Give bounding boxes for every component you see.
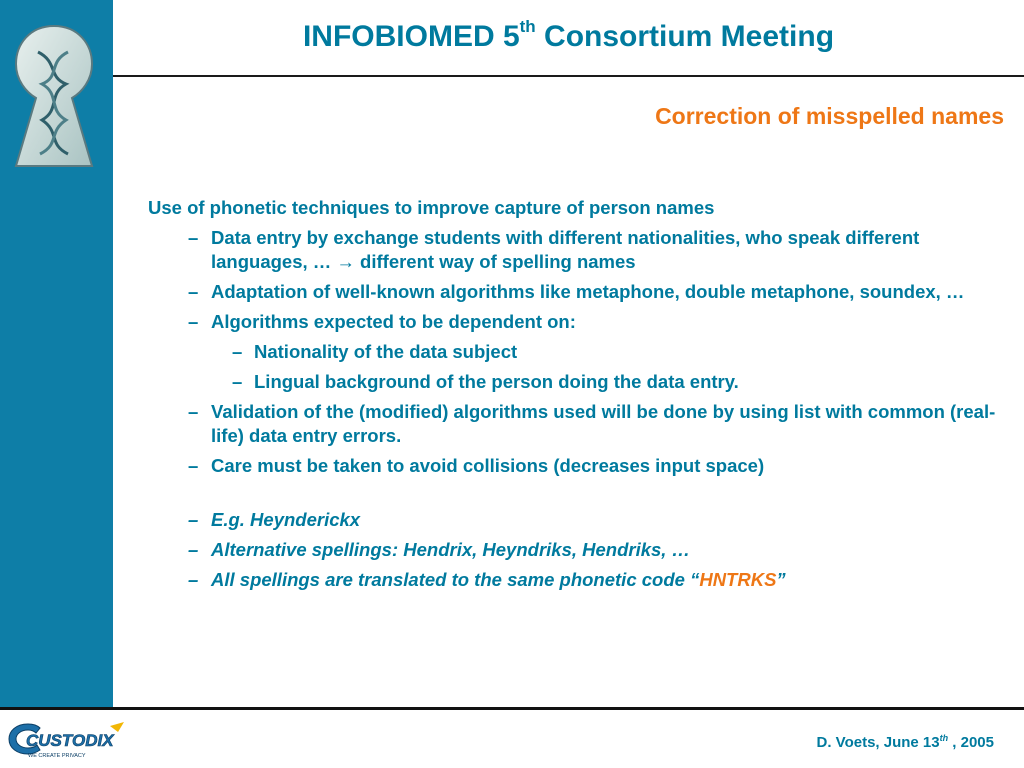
bullet-item: – Data entry by exchange students with different nationalities, who speak different languages, … → different way of spelling names bbox=[188, 227, 920, 272]
custodix-logo bbox=[6, 716, 134, 762]
phonetic-code: HNTRKS bbox=[699, 569, 777, 590]
example-item: – All spellings are translated to the same phonetic code “HNTRKS” bbox=[188, 569, 786, 590]
sub-bullet-item: – Lingual background of the person doing the data entry. bbox=[232, 371, 739, 392]
svg-text:CUSTODIX: CUSTODIX bbox=[26, 731, 114, 750]
sub-bullet-item: – Nationality of the data subject bbox=[232, 341, 518, 362]
bullet-item: – Care must be taken to avoid collisions (decreases input space) bbox=[188, 455, 765, 476]
slide-subtitle: Correction of misspelled names bbox=[655, 103, 1004, 129]
bullet-main: Use of phonetic techniques to improve capture of person names bbox=[148, 197, 715, 218]
sidebar-band bbox=[0, 0, 113, 707]
example-item: – Alternative spellings: Hendrix, Heyndriks, Hendriks, … bbox=[188, 539, 691, 560]
bullet-item: – Algorithms expected to be dependent on: bbox=[188, 311, 576, 332]
arrow-icon: → bbox=[336, 251, 355, 272]
svg-text:WE CREATE PRIVACY: WE CREATE PRIVACY bbox=[28, 753, 86, 759]
spacer bbox=[148, 484, 1008, 508]
dna-keyhole-logo bbox=[8, 22, 100, 172]
footer-credit: D. Voets, June 13th , 2005 bbox=[816, 733, 994, 751]
bullet-item: – Adaptation of well-known algorithms like metaphone, double metaphone, soundex, … bbox=[188, 281, 965, 302]
example-item: – E.g. Heynderickx bbox=[188, 509, 361, 530]
title-divider bbox=[113, 75, 1024, 77]
slide-content bbox=[148, 196, 1008, 598]
page-title: INFOBIOMED 5th Consortium Meeting bbox=[302, 17, 835, 53]
bullet-item: – Validation of the (modified) algorithms used will be done by using list with common (real-life) data entry errors. bbox=[188, 401, 996, 446]
